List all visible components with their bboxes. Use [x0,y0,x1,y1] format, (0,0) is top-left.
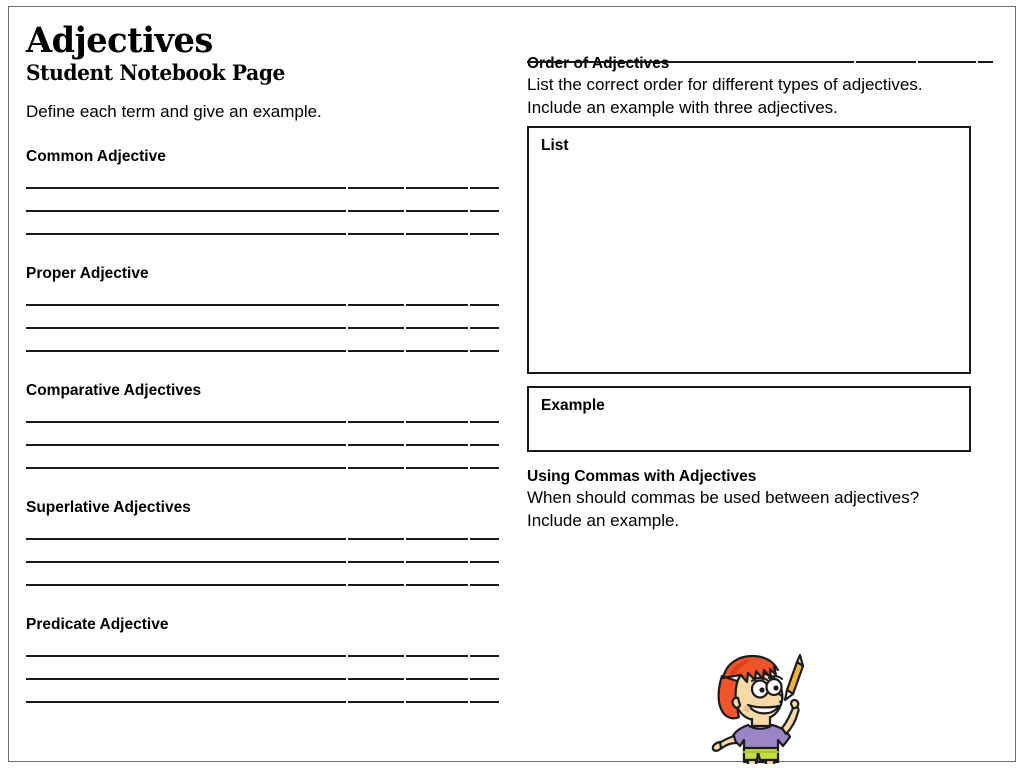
answer-line[interactable] [26,530,486,553]
answer-line[interactable] [26,670,486,693]
answer-line[interactable] [26,319,486,342]
answer-line[interactable] [26,296,486,319]
list-answer-box[interactable] [527,126,971,374]
example-answer-box[interactable] [527,386,971,452]
term-block-proper-adjective [26,264,486,365]
instruction-text: Define each term and give an example. [26,102,322,121]
answer-line[interactable] [26,693,486,716]
answer-line[interactable] [26,553,486,576]
answer-lines-common-adjective[interactable] [26,179,486,248]
page-subtitle: Student Notebook Page [26,60,285,85]
term-block-predicate-adjective [26,615,486,716]
answer-line[interactable] [26,179,486,202]
using-commas-section [527,466,997,630]
answer-line[interactable] [26,342,486,365]
term-block-comparative-adjectives [26,381,486,482]
order-of-adjectives-heading: Order of Adjectives [527,55,670,72]
term-heading-predicate-adjective: Predicate Adjective [26,616,169,633]
answer-line[interactable] [527,588,997,609]
answer-line[interactable] [26,413,486,436]
answer-line[interactable] [26,436,486,459]
answer-lines-proper-adjective[interactable] [26,296,486,365]
answer-line[interactable] [26,225,486,248]
answer-line[interactable] [26,202,486,225]
order-prompt-line-2: Include an example with three adjectives. [527,97,838,117]
right-column [527,53,997,630]
term-heading-superlative-adjectives: Superlative Adjectives [26,499,191,516]
commas-prompt-line-1: When should commas be used between adjectives? [527,488,920,507]
answer-line[interactable] [26,459,486,482]
order-of-adjectives-section [527,53,997,452]
commas-prompt-line-2: Include an example. [527,510,680,530]
order-prompt-line-1: List the correct order for different types of adjectives. [527,75,923,94]
answer-line[interactable] [527,567,997,588]
page-title: Adjectives [26,20,213,61]
girl-with-pencil-clipart [700,648,812,764]
answer-line[interactable] [26,647,486,670]
answer-line[interactable] [527,609,997,630]
answer-line[interactable] [527,546,997,567]
term-heading-common-adjective: Common Adjective [26,148,166,165]
answer-lines-superlative-adjectives[interactable] [26,530,486,599]
answer-line[interactable] [26,576,486,599]
term-block-common-adjective [26,147,486,248]
term-heading-proper-adjective: Proper Adjective [26,265,149,282]
using-commas-heading: Using Commas with Adjectives [527,468,757,485]
example-box-label: Example [541,397,605,414]
answer-lines-using-commas[interactable] [527,546,997,630]
left-column [26,22,486,732]
term-block-superlative-adjectives [26,498,486,599]
answer-lines-comparative-adjectives[interactable] [26,413,486,482]
answer-lines-predicate-adjective[interactable] [26,647,486,716]
term-heading-comparative-adjectives: Comparative Adjectives [26,382,202,399]
list-box-label: List [541,137,569,154]
